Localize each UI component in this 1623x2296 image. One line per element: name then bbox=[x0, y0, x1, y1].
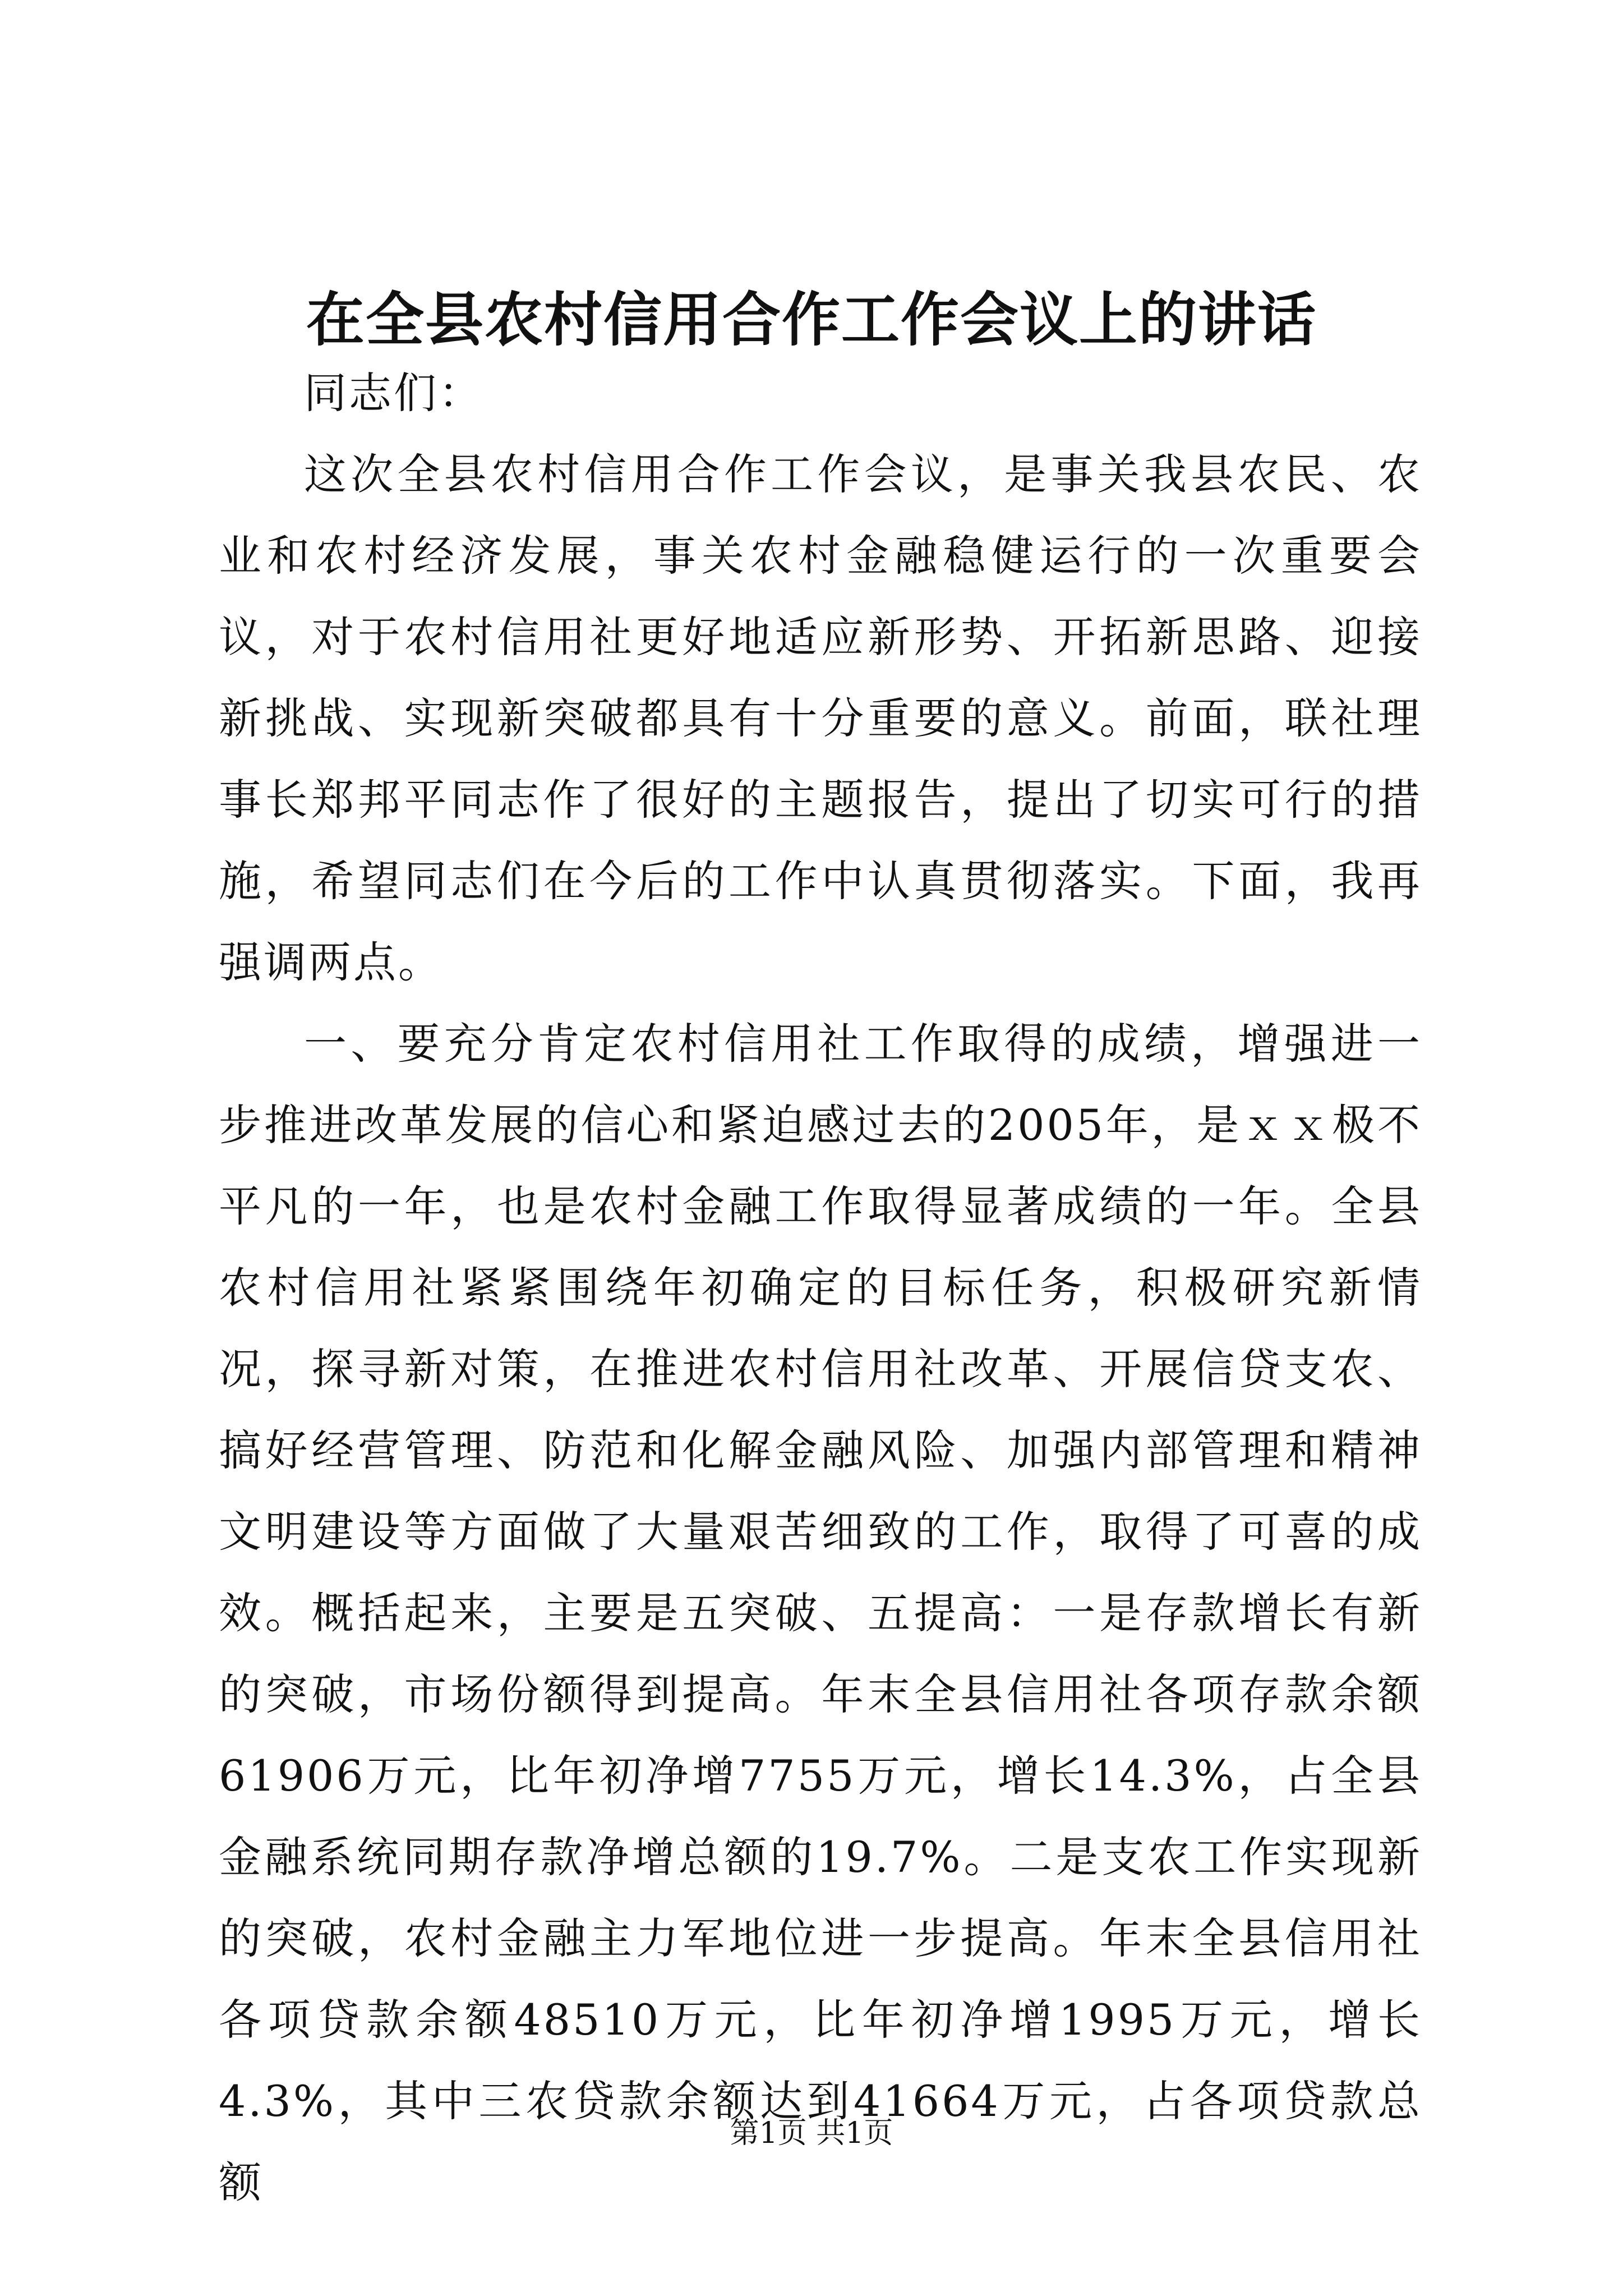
salutation: 同志们： bbox=[304, 368, 483, 418]
page-footer: 第1页 共1页 bbox=[730, 2116, 893, 2150]
document-title: 在全县农村信用合作工作会议上的讲话 bbox=[306, 285, 1317, 354]
paragraph-intro: 这次全县农村信用合作工作会议，是事关我县农民、农业和农村经济发展，事关农村金融稳健运行的一次重要会议，对于农村信用社更好地适应新形势、开拓新思路、迎接新挑战、实现新突破都具有十分重要的意义。前面，联社理事长郑邦平同志作了很好的主题报告，提出了切实可行的措施，希望同志们在今后的工作中认真贯彻落实。下面，我再强调两点。 bbox=[219, 449, 1422, 987]
paragraph-section-one: 一、要充分肯定农村信用社工作取得的成绩，增强进一步推进改革发展的信心和紧迫感过去的2005年，是ｘｘ极不平凡的一年，也是农村金融工作取得显著成绩的一年。全县农村信用社紧紧围绕年初确定的目标任务，积极研究新情况，探寻新对策，在推进农村信用社改革、开展信贷支农、搞好经营管理、防范和化解金融风险、加强内部管理和精神文明建设等方面做了大量艰苦细致的工作，取得了可喜的成效。概括起来，主要是五突破、五提高：一是存款增长有新的突破，市场份额得到提高。年末全县信用社各项存款余额61906万元，比年初净增7755万元，增长14.3%，占全县金融系统同期存款净增总额的19.7%。二是支农工作实现新的突破，农村金融主力军地位进一步提高。年末全县信用社各项贷款余额48510万元，比年初净增1995万元，增长4.3%，其中三农贷款余额达到41664万元，占各项贷款总额 bbox=[219, 1019, 1422, 2207]
document-body bbox=[219, 352, 1422, 2223]
